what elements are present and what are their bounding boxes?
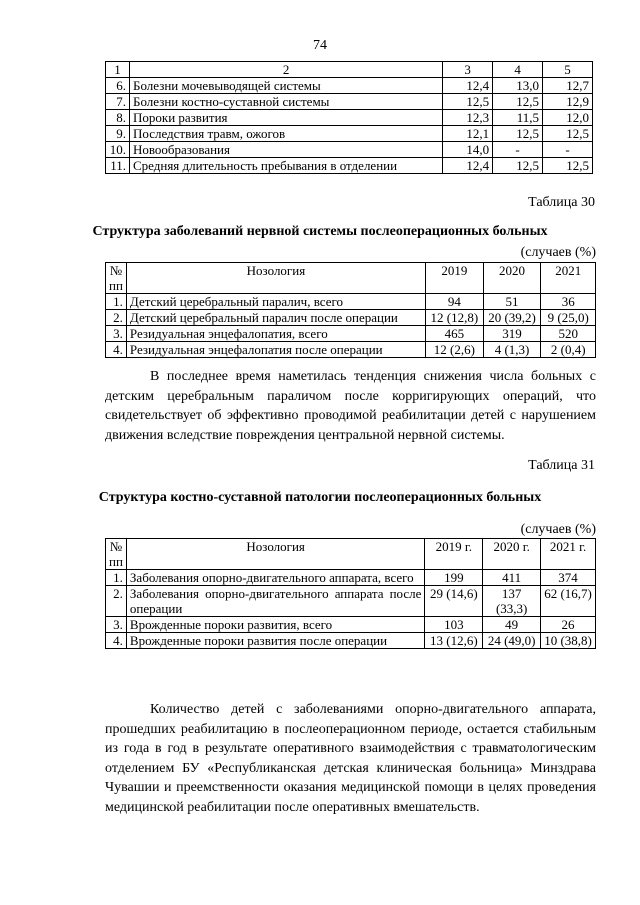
cell-value: 4 (1,3): [483, 342, 541, 358]
cell-value: 12,9: [543, 94, 593, 110]
cell-value: 94: [425, 294, 483, 310]
table-30: [105, 262, 596, 358]
cell-value: 411: [483, 570, 541, 586]
row-label: Новообразования: [129, 142, 442, 158]
row-number: 1.: [106, 294, 127, 310]
cell-value: 10 (38,8): [541, 633, 596, 649]
cell-value: 12,5: [543, 126, 593, 142]
cell-value: 62 (16,7): [541, 586, 596, 617]
cell-value: 12 (12,8): [425, 310, 483, 326]
cell-value: 49: [483, 617, 541, 633]
cell-value: 51: [483, 294, 541, 310]
cell-value: 13 (12,6): [425, 633, 483, 649]
cell-value: 12,4: [443, 158, 493, 174]
row-label: Врожденные пороки развития после операции: [126, 633, 424, 649]
header-cell: 2020: [483, 263, 541, 294]
row-label: Болезни костно-суставной системы: [129, 94, 442, 110]
table-row: [106, 158, 593, 174]
cell-value: 12,5: [543, 158, 593, 174]
table-title: Структура заболеваний нервной системы послеоперационных больных: [92, 224, 548, 239]
header-cell: № пп: [106, 263, 127, 294]
cell-value: 36: [541, 294, 596, 310]
cell-value: -: [493, 142, 543, 158]
header-cell: № пп: [106, 539, 127, 570]
row-number: 8.: [106, 110, 130, 126]
header-cell: Нозология: [126, 263, 425, 294]
header-cell: 5: [543, 62, 593, 78]
table-continued: [105, 61, 593, 174]
row-number: 3.: [106, 617, 127, 633]
cell-value: 13,0: [493, 78, 543, 94]
header-cell: 2019: [425, 263, 483, 294]
cell-value: 24 (49,0): [483, 633, 541, 649]
table-row: [106, 78, 593, 94]
cell-value: 520: [541, 326, 596, 342]
row-number: 7.: [106, 94, 130, 110]
table-caption: Таблица 30: [528, 195, 595, 210]
table-row: [106, 142, 593, 158]
row-label: Детский церебральный паралич, всего: [126, 294, 425, 310]
table-header-row: [106, 539, 596, 570]
header-cell: 3: [443, 62, 493, 78]
table-row: [106, 617, 596, 633]
row-number: 4.: [106, 342, 127, 358]
cell-value: 465: [425, 326, 483, 342]
cell-value: -: [543, 142, 593, 158]
cell-value: 9 (25,0): [541, 310, 596, 326]
cell-value: 12,4: [443, 78, 493, 94]
table-row: [106, 126, 593, 142]
table-row: [106, 94, 593, 110]
row-label: Заболевания опорно-двигательного аппарата, всего: [126, 570, 424, 586]
cell-value: 12,7: [543, 78, 593, 94]
paragraph-1: В последнее время наметилась тенденция снижения числа больных с детским церебральным параличом после корригирующих операций, что свидетельствует об эффективно проводимой реабилитации детей с нарушением движения вследствие повреждения центральной нервной системы.: [105, 369, 596, 443]
header-cell: 4: [493, 62, 543, 78]
cell-value: 29 (14,6): [425, 586, 483, 617]
table-header-row: [106, 263, 596, 294]
header-cell: 2021: [541, 263, 596, 294]
cell-value: 374: [541, 570, 596, 586]
table-row: [106, 310, 596, 326]
cell-value: 103: [425, 617, 483, 633]
cell-value: 11,5: [493, 110, 543, 126]
cell-value: 12 (2,6): [425, 342, 483, 358]
row-label: Заболевания опорно-двигательного аппарата после операции: [126, 586, 424, 617]
cell-value: 12,5: [443, 94, 493, 110]
cell-value: 12,5: [493, 94, 543, 110]
cell-value: 12,5: [493, 158, 543, 174]
header-cell: 2: [129, 62, 442, 78]
row-number: 3.: [106, 326, 127, 342]
table-31: [105, 538, 596, 649]
cell-value: 14,0: [443, 142, 493, 158]
cell-value: 12,3: [443, 110, 493, 126]
cell-value: 12,0: [543, 110, 593, 126]
cell-value: 12,1: [443, 126, 493, 142]
table-unit: (случаев (%): [520, 245, 596, 260]
cell-value: 319: [483, 326, 541, 342]
row-number: 6.: [106, 78, 130, 94]
row-number: 2.: [106, 310, 127, 326]
cell-value: 20 (39,2): [483, 310, 541, 326]
table-row: [106, 570, 596, 586]
row-label: Резидуальная энцефалопатия, всего: [126, 326, 425, 342]
cell-value: 199: [425, 570, 483, 586]
cell-value: 2 (0,4): [541, 342, 596, 358]
cell-value: 26: [541, 617, 596, 633]
table-title: Структура костно-суставной патологии послеоперационных больных: [98, 490, 542, 505]
row-number: 9.: [106, 126, 130, 142]
table-caption: Таблица 31: [528, 458, 595, 473]
header-cell: 1: [106, 62, 130, 78]
row-number: 1.: [106, 570, 127, 586]
table-row: [106, 342, 596, 358]
row-label: Средняя длительность пребывания в отделении: [129, 158, 442, 174]
cell-value: 12,5: [493, 126, 543, 142]
table-row: [106, 294, 596, 310]
table-header-row: [106, 62, 593, 78]
row-number: 4.: [106, 633, 127, 649]
row-label: Болезни мочевыводящей системы: [129, 78, 442, 94]
header-cell: 2020 г.: [483, 539, 541, 570]
row-number: 11.: [106, 158, 130, 174]
row-label: Последствия травм, ожогов: [129, 126, 442, 142]
page-number: 74: [313, 38, 327, 53]
row-label: Пороки развития: [129, 110, 442, 126]
paragraph-2: Количество детей с заболеваниями опорно-двигательного аппарата, прошедших реабилитацию в послеоперационном периоде, остается стабильным из года в год в результате оперативного взаимодействия с травматологическим отделением БУ «Республиканская детская клиническая больница» Минздрава Чувашии и преемственности оказания медицинской помощи в целях проведения медицинской реабилитации после оперативных вмешательств.: [105, 702, 596, 815]
row-number: 2.: [106, 586, 127, 617]
row-number: 10.: [106, 142, 130, 158]
table-row: [106, 326, 596, 342]
cell-value: 137 (33,3): [483, 586, 541, 617]
header-cell: 2019 г.: [425, 539, 483, 570]
row-label: Детский церебральный паралич после операции: [126, 310, 425, 326]
row-label: Резидуальная энцефалопатия после операции: [126, 342, 425, 358]
row-label: Врожденные пороки развития, всего: [126, 617, 424, 633]
table-row: [106, 633, 596, 649]
header-cell: 2021 г.: [541, 539, 596, 570]
table-unit: (случаев (%): [520, 522, 596, 537]
table-row: [106, 110, 593, 126]
table-row: [106, 586, 596, 617]
header-cell: Нозология: [126, 539, 424, 570]
